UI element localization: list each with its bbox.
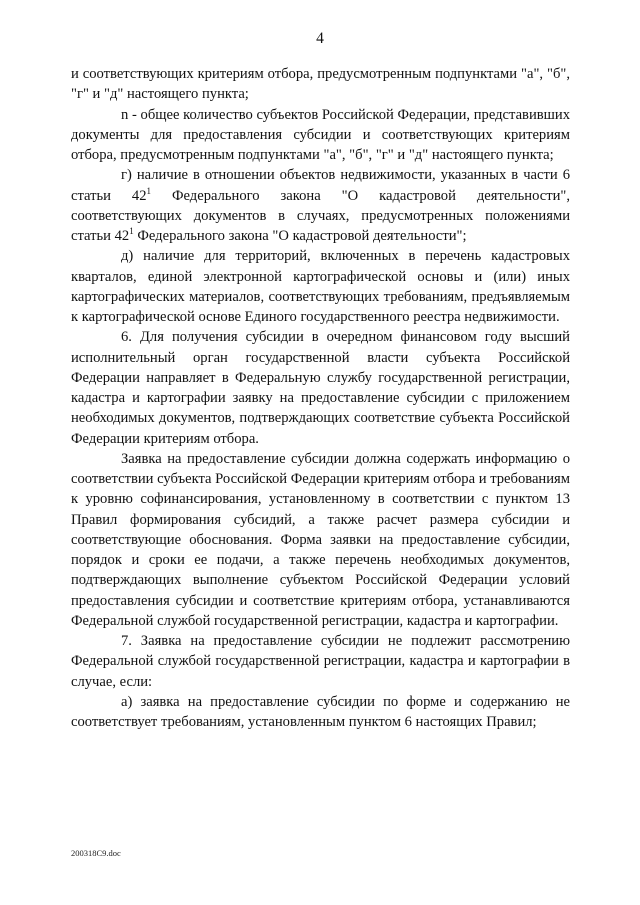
paragraph-item-g xyxy=(71,165,570,246)
paragraph-clause-6: 6. Для получения субсидии в очередном финансовом году высший исполнительный орган государственной власти субъекта Российской Федерации направляет в Федеральную службу государственной регистрации, кадастра и картографии заявку на предоставление субсидии с приложением необходимых документов, подтверждающих соответствие субъекта Российской Федерации критериям отбора. xyxy=(71,329,570,447)
paragraph-continuation: и соответствующих критериям отбора, предусмотренным подпунктами "а", "б", "г" и "д" настоящего пункта; xyxy=(71,66,570,103)
paragraph-clause-7: 7. Заявка на предоставление субсидии не подлежит рассмотрению Федеральной службой государственной регистрации, кадастра и картографии в случае, если: xyxy=(71,633,570,690)
footer-filename: 200318C9.doc xyxy=(71,848,121,858)
superscript-1: 1 xyxy=(146,185,152,196)
document-body xyxy=(71,64,570,732)
paragraph-item-d: д) наличие для территорий, включенных в перечень кадастровых кварталов, единой электронной картографической основы и (или) иных картографических материалов, соответствующих требованиям, предъявляемым к картографической основе Единого государственного реестра недвижимости. xyxy=(71,248,570,325)
paragraph-application-content: Заявка на предоставление субсидии должна содержать информацию о соответствии субъекта Российской Федерации критериям отбора и требованиям к уровню софинансирования, установленному в соответствии с пунктом 13 Правил формирования субсидий, а также расчет размера субсидии и соответствующие обоснования. Форма заявки на предоставление субсидии, порядок и сроки ее подачи, а также перечень необходимых документов, подтверждающих выполнение субъектом Российской Федерации условий предоставления субсидии и соответствие критериям отбора, устанавливаются Федеральной службой государственной регистрации, кадастра и картографии. xyxy=(71,450,570,629)
page-number: 4 xyxy=(316,30,324,47)
item-g-text-a: г) наличие в отношении объектов недвижимости, указанных в части 6 статьи 42 xyxy=(71,167,570,204)
paragraph-item-a: а) заявка на предоставление субсидии по форме и содержанию не соответствует требованиям, установленным пунктом 6 настоящих Правил; xyxy=(71,693,570,730)
paragraph-n-definition: n - общее количество субъектов Российской Федерации, представивших документы для предоставления субсидии и соответствующих критериям отбора, предусмотренным подпунктами "а", "б", "г" и "д" настоящего пункта; xyxy=(71,106,570,163)
superscript-2: 1 xyxy=(129,226,134,236)
item-g-text-c: Федерального закона "О кадастровой деятельности"; xyxy=(133,228,467,244)
item-g-text-b: Федерального закона "О кадастровой деятельности", соответствующих документов в случаях, предусмотренных положениями статьи 42 xyxy=(71,187,571,244)
